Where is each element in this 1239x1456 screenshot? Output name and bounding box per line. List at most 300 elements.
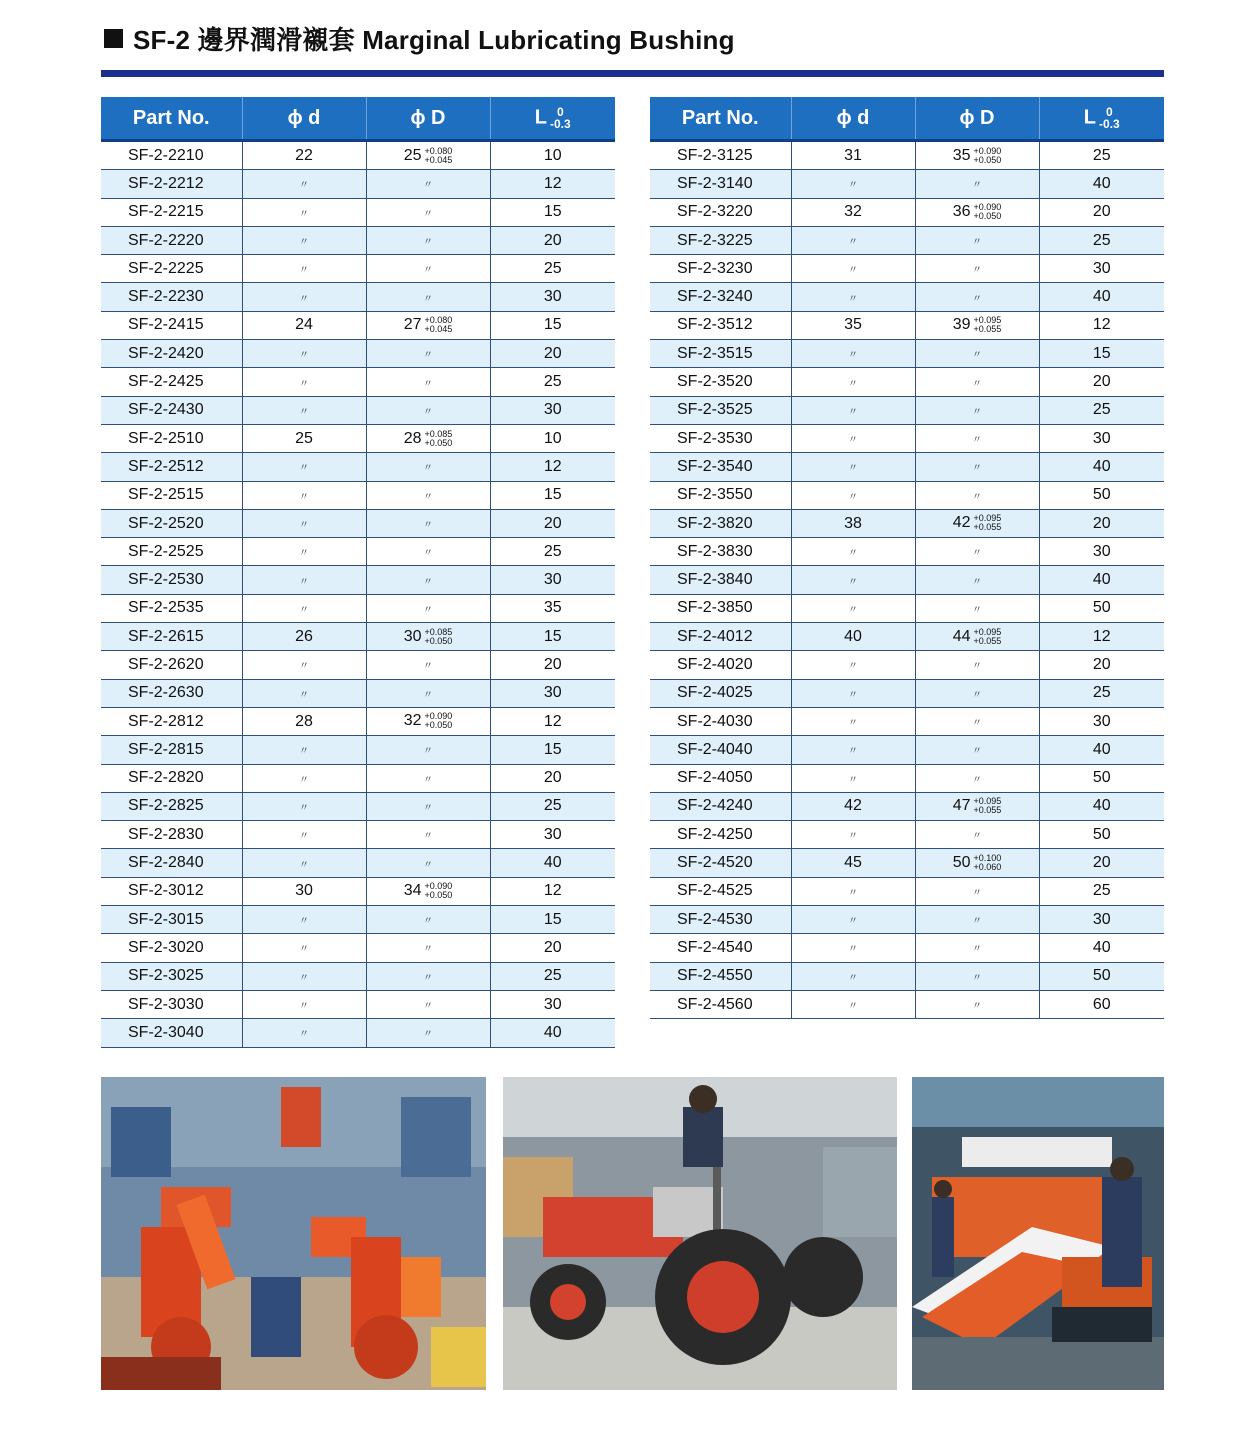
table-row bbox=[650, 849, 1164, 877]
inner-diameter-cell: 〃 bbox=[242, 990, 366, 1018]
part-number-cell: SF-2-4030 bbox=[650, 707, 791, 735]
inner-diameter-cell: 45 bbox=[791, 849, 915, 877]
outer-diameter-cell: 〃 bbox=[915, 481, 1039, 509]
length-cell: 25 bbox=[490, 368, 615, 396]
part-number-cell: SF-2-3520 bbox=[650, 368, 791, 396]
part-number-cell: SF-2-2225 bbox=[101, 255, 242, 283]
part-number-cell: SF-2-3230 bbox=[650, 255, 791, 283]
outer-diameter-cell bbox=[366, 707, 490, 735]
transplanter-assembly-photo bbox=[912, 1077, 1164, 1390]
outer-diameter-cell: 〃 bbox=[366, 679, 490, 707]
header-outer-diameter: ϕ D bbox=[366, 97, 490, 141]
outer-diameter-value: 34 bbox=[403, 882, 422, 900]
table-row bbox=[101, 934, 615, 962]
tolerance-lower: +0.055 bbox=[973, 522, 1002, 533]
outer-diameter-cell bbox=[366, 623, 490, 651]
outer-diameter-cell: 〃 bbox=[366, 198, 490, 226]
tolerance-lower: +0.055 bbox=[973, 635, 1002, 646]
tolerance-upper: +0.090 bbox=[424, 711, 453, 722]
header-inner-diameter: ϕ d bbox=[242, 97, 366, 141]
part-number-cell: SF-2-3525 bbox=[650, 396, 791, 424]
outer-diameter-cell: 〃 bbox=[915, 962, 1039, 990]
inner-diameter-cell: 〃 bbox=[791, 566, 915, 594]
table-row bbox=[650, 623, 1164, 651]
length-cell: 20 bbox=[490, 764, 615, 792]
length-cell: 50 bbox=[1039, 764, 1164, 792]
table-row bbox=[650, 566, 1164, 594]
length-cell: 50 bbox=[1039, 821, 1164, 849]
tolerance-upper: +0.095 bbox=[973, 626, 1002, 637]
part-number-cell: SF-2-2825 bbox=[101, 792, 242, 820]
part-number-cell: SF-2-2630 bbox=[101, 679, 242, 707]
outer-diameter-value: 27 bbox=[403, 316, 422, 334]
outer-diameter-cell: 〃 bbox=[915, 990, 1039, 1018]
outer-diameter-cell: 〃 bbox=[915, 340, 1039, 368]
outer-diameter-cell: 〃 bbox=[366, 283, 490, 311]
inner-diameter-cell: 〃 bbox=[791, 906, 915, 934]
part-number-cell: SF-2-2525 bbox=[101, 538, 242, 566]
table-row bbox=[650, 594, 1164, 622]
table-row bbox=[101, 255, 615, 283]
inner-diameter-cell: 〃 bbox=[791, 481, 915, 509]
table-row bbox=[650, 255, 1164, 283]
outer-diameter-cell: 〃 bbox=[366, 906, 490, 934]
table-row bbox=[101, 141, 615, 170]
table-row bbox=[101, 849, 615, 877]
inner-diameter-cell: 〃 bbox=[242, 1019, 366, 1047]
outer-diameter-cell: 〃 bbox=[366, 396, 490, 424]
table-row bbox=[101, 340, 615, 368]
outer-diameter-cell bbox=[366, 141, 490, 170]
table-row bbox=[650, 764, 1164, 792]
table-row bbox=[650, 368, 1164, 396]
length-cell: 40 bbox=[490, 1019, 615, 1047]
table-row bbox=[650, 509, 1164, 537]
length-tol-upper: 0 bbox=[1106, 105, 1113, 119]
length-cell: 12 bbox=[490, 170, 615, 198]
table-row bbox=[650, 481, 1164, 509]
table-row bbox=[101, 311, 615, 339]
outer-diameter-cell: 〃 bbox=[915, 877, 1039, 905]
part-number-cell: SF-2-3025 bbox=[101, 962, 242, 990]
table-row bbox=[650, 877, 1164, 905]
part-number-cell: SF-2-4550 bbox=[650, 962, 791, 990]
part-number-cell: SF-2-4525 bbox=[650, 877, 791, 905]
part-number-cell: SF-2-2620 bbox=[101, 651, 242, 679]
tolerance-lower: +0.060 bbox=[973, 861, 1002, 872]
part-number-cell: SF-2-3030 bbox=[101, 990, 242, 1018]
inner-diameter-cell: 28 bbox=[242, 707, 366, 735]
length-cell: 12 bbox=[490, 707, 615, 735]
part-number-cell: SF-2-4025 bbox=[650, 679, 791, 707]
inner-diameter-cell: 24 bbox=[242, 311, 366, 339]
table-header-row bbox=[650, 97, 1164, 141]
outer-diameter-tolerance bbox=[974, 797, 1002, 815]
inner-diameter-cell: 〃 bbox=[791, 594, 915, 622]
inner-diameter-cell: 〃 bbox=[242, 283, 366, 311]
outer-diameter-cell: 〃 bbox=[366, 170, 490, 198]
table-row bbox=[101, 594, 615, 622]
part-number-cell: SF-2-3020 bbox=[101, 934, 242, 962]
inner-diameter-cell: 〃 bbox=[791, 764, 915, 792]
outer-diameter-cell: 〃 bbox=[366, 368, 490, 396]
table-row bbox=[101, 198, 615, 226]
tolerance-upper: +0.090 bbox=[973, 202, 1002, 213]
table-row bbox=[101, 962, 615, 990]
table-row bbox=[650, 226, 1164, 254]
table-row bbox=[650, 651, 1164, 679]
inner-diameter-cell: 〃 bbox=[242, 198, 366, 226]
part-number-cell: SF-2-3125 bbox=[650, 141, 791, 170]
inner-diameter-cell: 〃 bbox=[791, 538, 915, 566]
outer-diameter-cell: 〃 bbox=[915, 453, 1039, 481]
outer-diameter-cell: 〃 bbox=[366, 1019, 490, 1047]
inner-diameter-cell: 26 bbox=[242, 623, 366, 651]
inner-diameter-cell: 22 bbox=[242, 141, 366, 170]
outer-diameter-value: 25 bbox=[403, 146, 422, 164]
outer-diameter-tolerance bbox=[974, 147, 1002, 165]
part-number-cell: SF-2-3240 bbox=[650, 283, 791, 311]
length-cell: 30 bbox=[490, 396, 615, 424]
length-cell: 30 bbox=[1039, 707, 1164, 735]
title-rule bbox=[101, 70, 1164, 77]
tolerance-lower: +0.045 bbox=[424, 324, 453, 335]
table-row bbox=[101, 538, 615, 566]
table-row bbox=[650, 141, 1164, 170]
outer-diameter-cell: 〃 bbox=[915, 283, 1039, 311]
part-number-cell: SF-2-3225 bbox=[650, 226, 791, 254]
outer-diameter-cell bbox=[915, 623, 1039, 651]
inner-diameter-cell: 〃 bbox=[791, 934, 915, 962]
table-row bbox=[650, 962, 1164, 990]
outer-diameter-cell: 〃 bbox=[915, 396, 1039, 424]
table-row bbox=[101, 877, 615, 905]
table-row bbox=[101, 623, 615, 651]
length-cell: 15 bbox=[490, 736, 615, 764]
transplanter-illustration bbox=[912, 1077, 1164, 1390]
outer-diameter-value: 30 bbox=[403, 627, 422, 645]
inner-diameter-cell: 〃 bbox=[242, 736, 366, 764]
length-cell: 20 bbox=[490, 340, 615, 368]
inner-diameter-cell: 〃 bbox=[242, 934, 366, 962]
outer-diameter-tolerance bbox=[425, 316, 453, 334]
part-number-cell: SF-2-3040 bbox=[101, 1019, 242, 1047]
tractor-assembly-photo bbox=[503, 1077, 897, 1390]
robot-assembly-illustration bbox=[101, 1077, 486, 1390]
length-cell: 30 bbox=[1039, 538, 1164, 566]
outer-diameter-tolerance bbox=[425, 628, 453, 646]
tolerance-lower: +0.050 bbox=[424, 720, 453, 731]
outer-diameter-tolerance bbox=[974, 854, 1002, 872]
part-number-cell: SF-2-4540 bbox=[650, 934, 791, 962]
header-outer-diameter: ϕ D bbox=[915, 97, 1039, 141]
length-cell: 25 bbox=[1039, 679, 1164, 707]
outer-diameter-cell: 〃 bbox=[366, 736, 490, 764]
outer-diameter-cell bbox=[915, 141, 1039, 170]
table-row bbox=[101, 509, 615, 537]
length-cell: 12 bbox=[490, 453, 615, 481]
inner-diameter-cell: 32 bbox=[791, 198, 915, 226]
outer-diameter-cell: 〃 bbox=[915, 368, 1039, 396]
inner-diameter-cell: 〃 bbox=[242, 679, 366, 707]
part-number-cell: SF-2-4050 bbox=[650, 764, 791, 792]
part-number-cell: SF-2-3512 bbox=[650, 311, 791, 339]
table-row bbox=[101, 990, 615, 1018]
table-row bbox=[101, 906, 615, 934]
outer-diameter-cell: 〃 bbox=[915, 707, 1039, 735]
length-cell: 10 bbox=[490, 141, 615, 170]
table-row bbox=[101, 170, 615, 198]
part-number-cell: SF-2-4012 bbox=[650, 623, 791, 651]
inner-diameter-cell: 〃 bbox=[791, 877, 915, 905]
length-cell: 20 bbox=[490, 509, 615, 537]
length-cell: 30 bbox=[490, 283, 615, 311]
outer-diameter-cell: 〃 bbox=[366, 764, 490, 792]
outer-diameter-cell: 〃 bbox=[915, 594, 1039, 622]
inner-diameter-cell: 40 bbox=[791, 623, 915, 651]
part-number-cell: SF-2-2515 bbox=[101, 481, 242, 509]
part-number-cell: SF-2-3540 bbox=[650, 453, 791, 481]
part-number-cell: SF-2-3012 bbox=[101, 877, 242, 905]
length-cell: 40 bbox=[1039, 566, 1164, 594]
part-number-cell: SF-2-2230 bbox=[101, 283, 242, 311]
length-cell: 40 bbox=[1039, 283, 1164, 311]
length-cell: 35 bbox=[490, 594, 615, 622]
part-number-cell: SF-2-3820 bbox=[650, 509, 791, 537]
length-cell: 15 bbox=[490, 906, 615, 934]
length-cell: 30 bbox=[1039, 906, 1164, 934]
length-cell: 20 bbox=[1039, 849, 1164, 877]
length-tol-lower: -0.3 bbox=[550, 117, 571, 131]
table-row bbox=[101, 821, 615, 849]
length-cell: 30 bbox=[490, 821, 615, 849]
length-tol-lower: -0.3 bbox=[1099, 117, 1120, 131]
inner-diameter-cell: 〃 bbox=[242, 849, 366, 877]
tolerance-upper: +0.100 bbox=[973, 852, 1002, 863]
outer-diameter-value: 36 bbox=[952, 203, 971, 221]
tolerance-upper: +0.080 bbox=[424, 145, 453, 156]
header-inner-diameter: ϕ d bbox=[791, 97, 915, 141]
outer-diameter-cell: 〃 bbox=[366, 849, 490, 877]
table-row bbox=[650, 707, 1164, 735]
length-cell: 15 bbox=[490, 198, 615, 226]
outer-diameter-cell bbox=[366, 311, 490, 339]
length-cell: 30 bbox=[1039, 424, 1164, 452]
inner-diameter-cell: 〃 bbox=[242, 651, 366, 679]
length-cell: 20 bbox=[1039, 509, 1164, 537]
outer-diameter-cell: 〃 bbox=[366, 538, 490, 566]
length-cell: 20 bbox=[490, 226, 615, 254]
outer-diameter-cell: 〃 bbox=[366, 821, 490, 849]
outer-diameter-value: 47 bbox=[952, 797, 971, 815]
inner-diameter-cell: 42 bbox=[791, 792, 915, 820]
length-cell: 25 bbox=[490, 792, 615, 820]
part-number-cell: SF-2-3220 bbox=[650, 198, 791, 226]
inner-diameter-cell: 〃 bbox=[242, 255, 366, 283]
part-number-cell: SF-2-2510 bbox=[101, 424, 242, 452]
length-cell: 15 bbox=[490, 623, 615, 651]
inner-diameter-cell: 31 bbox=[791, 141, 915, 170]
tolerance-upper: +0.085 bbox=[424, 626, 453, 637]
inner-diameter-cell: 〃 bbox=[791, 283, 915, 311]
outer-diameter-value: 35 bbox=[952, 146, 971, 164]
part-number-cell: SF-2-2420 bbox=[101, 340, 242, 368]
outer-diameter-value: 39 bbox=[952, 316, 971, 334]
length-cell: 25 bbox=[490, 538, 615, 566]
inner-diameter-cell: 〃 bbox=[791, 962, 915, 990]
inner-diameter-cell: 〃 bbox=[242, 792, 366, 820]
outer-diameter-cell: 〃 bbox=[915, 566, 1039, 594]
outer-diameter-cell bbox=[915, 509, 1039, 537]
inner-diameter-cell: 〃 bbox=[242, 368, 366, 396]
length-tolerance bbox=[1099, 106, 1120, 130]
table-row bbox=[650, 424, 1164, 452]
inner-diameter-cell: 〃 bbox=[791, 679, 915, 707]
outer-diameter-cell bbox=[915, 849, 1039, 877]
tolerance-lower: +0.050 bbox=[424, 437, 453, 448]
outer-diameter-tolerance bbox=[425, 147, 453, 165]
length-cell: 40 bbox=[1039, 934, 1164, 962]
length-cell: 20 bbox=[1039, 198, 1164, 226]
outer-diameter-cell: 〃 bbox=[915, 934, 1039, 962]
outer-diameter-value: 42 bbox=[952, 514, 971, 532]
header-part-no: Part No. bbox=[650, 97, 791, 141]
outer-diameter-cell: 〃 bbox=[366, 509, 490, 537]
outer-diameter-value: 32 bbox=[403, 712, 422, 730]
outer-diameter-cell: 〃 bbox=[915, 679, 1039, 707]
table-row bbox=[650, 990, 1164, 1018]
part-number-cell: SF-2-2830 bbox=[101, 821, 242, 849]
part-number-cell: SF-2-2210 bbox=[101, 141, 242, 170]
length-cell: 20 bbox=[490, 651, 615, 679]
inner-diameter-cell: 〃 bbox=[791, 736, 915, 764]
part-number-cell: SF-2-2815 bbox=[101, 736, 242, 764]
tolerance-lower: +0.050 bbox=[973, 211, 1002, 222]
part-number-cell: SF-2-2535 bbox=[101, 594, 242, 622]
outer-diameter-cell: 〃 bbox=[915, 821, 1039, 849]
part-number-cell: SF-2-3550 bbox=[650, 481, 791, 509]
table-row bbox=[101, 226, 615, 254]
length-tolerance bbox=[550, 106, 571, 130]
inner-diameter-cell: 〃 bbox=[242, 481, 366, 509]
length-cell: 10 bbox=[490, 424, 615, 452]
outer-diameter-cell: 〃 bbox=[366, 990, 490, 1018]
length-cell: 20 bbox=[490, 934, 615, 962]
inner-diameter-cell: 〃 bbox=[791, 340, 915, 368]
table-row bbox=[650, 538, 1164, 566]
outer-diameter-cell bbox=[915, 792, 1039, 820]
length-cell: 15 bbox=[490, 481, 615, 509]
tolerance-upper: +0.095 bbox=[973, 513, 1002, 524]
length-cell: 40 bbox=[1039, 170, 1164, 198]
outer-diameter-cell: 〃 bbox=[915, 736, 1039, 764]
header-length-label: L bbox=[534, 106, 548, 129]
outer-diameter-cell bbox=[366, 424, 490, 452]
inner-diameter-cell: 〃 bbox=[242, 340, 366, 368]
part-number-cell: SF-2-3015 bbox=[101, 906, 242, 934]
outer-diameter-cell: 〃 bbox=[366, 481, 490, 509]
part-number-cell: SF-2-2530 bbox=[101, 566, 242, 594]
length-cell: 12 bbox=[490, 877, 615, 905]
part-number-cell: SF-2-3530 bbox=[650, 424, 791, 452]
table-row bbox=[650, 736, 1164, 764]
inner-diameter-cell: 〃 bbox=[242, 226, 366, 254]
table-row bbox=[650, 396, 1164, 424]
table-row bbox=[101, 368, 615, 396]
table-row bbox=[101, 424, 615, 452]
length-cell: 40 bbox=[1039, 792, 1164, 820]
part-number-cell: SF-2-3140 bbox=[650, 170, 791, 198]
part-number-cell: SF-2-2215 bbox=[101, 198, 242, 226]
outer-diameter-cell: 〃 bbox=[915, 538, 1039, 566]
part-number-cell: SF-2-2820 bbox=[101, 764, 242, 792]
outer-diameter-cell: 〃 bbox=[915, 906, 1039, 934]
header-part-no: Part No. bbox=[101, 97, 242, 141]
tolerance-upper: +0.085 bbox=[424, 428, 453, 439]
inner-diameter-cell: 〃 bbox=[242, 821, 366, 849]
outer-diameter-cell bbox=[915, 198, 1039, 226]
length-cell: 50 bbox=[1039, 594, 1164, 622]
inner-diameter-cell: 〃 bbox=[791, 651, 915, 679]
tolerance-lower: +0.050 bbox=[424, 890, 453, 901]
tolerance-upper: +0.095 bbox=[973, 315, 1002, 326]
inner-diameter-cell: 〃 bbox=[242, 764, 366, 792]
spec-table-right bbox=[650, 97, 1164, 1019]
outer-diameter-tolerance bbox=[425, 882, 453, 900]
title-square-icon bbox=[104, 29, 123, 48]
tolerance-lower: +0.045 bbox=[424, 154, 453, 165]
inner-diameter-cell: 〃 bbox=[242, 170, 366, 198]
table-row bbox=[650, 198, 1164, 226]
part-number-cell: SF-2-2425 bbox=[101, 368, 242, 396]
outer-diameter-value: 44 bbox=[952, 627, 971, 645]
length-cell: 25 bbox=[1039, 877, 1164, 905]
outer-diameter-cell: 〃 bbox=[915, 226, 1039, 254]
length-cell: 15 bbox=[490, 311, 615, 339]
part-number-cell: SF-2-3515 bbox=[650, 340, 791, 368]
part-number-cell: SF-2-4560 bbox=[650, 990, 791, 1018]
length-cell: 50 bbox=[1039, 481, 1164, 509]
tolerance-lower: +0.055 bbox=[973, 805, 1002, 816]
inner-diameter-cell: 〃 bbox=[791, 368, 915, 396]
outer-diameter-cell: 〃 bbox=[366, 651, 490, 679]
part-number-cell: SF-2-3830 bbox=[650, 538, 791, 566]
tolerance-upper: +0.090 bbox=[973, 145, 1002, 156]
length-cell: 20 bbox=[1039, 651, 1164, 679]
table-row bbox=[650, 934, 1164, 962]
outer-diameter-cell: 〃 bbox=[915, 424, 1039, 452]
inner-diameter-cell: 〃 bbox=[242, 509, 366, 537]
table-row bbox=[650, 170, 1164, 198]
length-cell: 30 bbox=[490, 566, 615, 594]
part-number-cell: SF-2-4040 bbox=[650, 736, 791, 764]
outer-diameter-tolerance bbox=[425, 712, 453, 730]
table-row bbox=[650, 792, 1164, 820]
inner-diameter-cell: 〃 bbox=[242, 538, 366, 566]
inner-diameter-cell: 〃 bbox=[791, 707, 915, 735]
page-title-text: SF-2 邊界潤滑襯套 Marginal Lubricating Bushing bbox=[133, 25, 735, 55]
length-cell: 12 bbox=[1039, 623, 1164, 651]
outer-diameter-cell bbox=[915, 311, 1039, 339]
length-cell: 40 bbox=[1039, 736, 1164, 764]
table-row bbox=[101, 481, 615, 509]
tolerance-lower: +0.050 bbox=[424, 635, 453, 646]
page-title bbox=[104, 20, 735, 57]
table-row bbox=[101, 396, 615, 424]
outer-diameter-tolerance bbox=[974, 316, 1002, 334]
part-number-cell: SF-2-4020 bbox=[650, 651, 791, 679]
table-row bbox=[101, 764, 615, 792]
